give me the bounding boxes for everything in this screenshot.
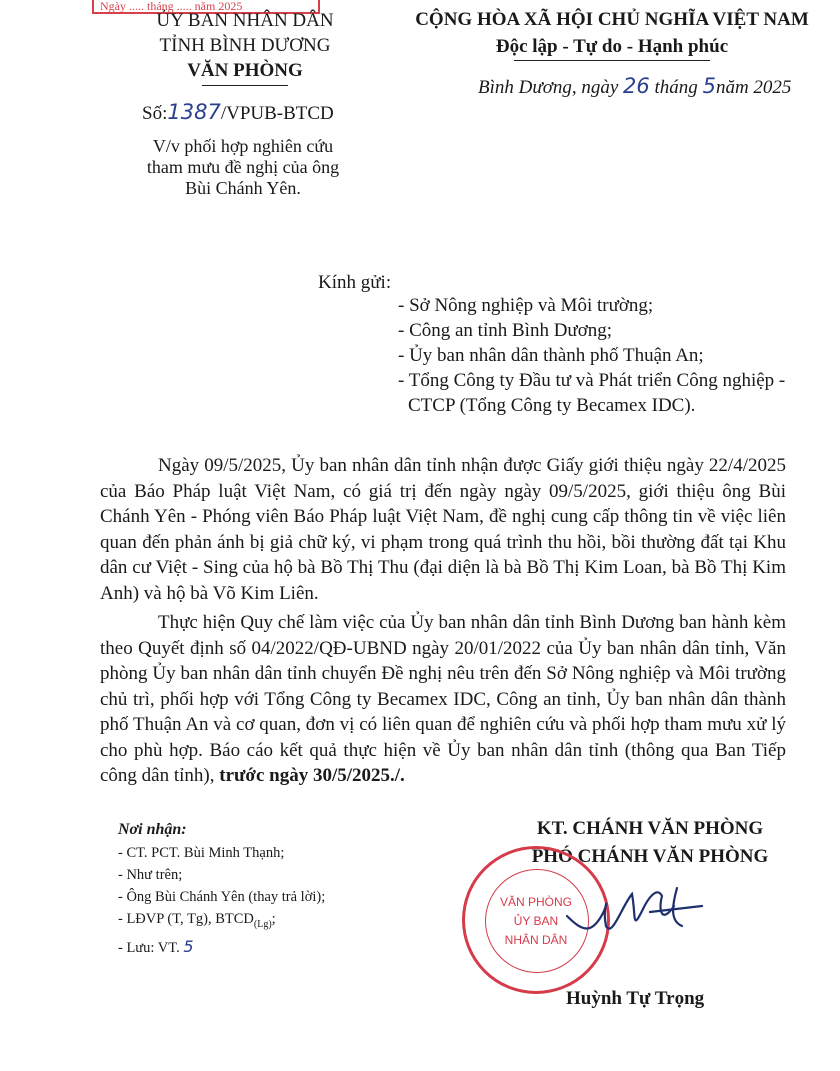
recipient-item: - Ủy ban nhân dân thành phố Thuận An; (398, 345, 704, 366)
org-divider (202, 85, 288, 86)
org-line3: VĂN PHÒNG (187, 60, 303, 81)
signer-title-2: PHÓ CHÁNH VĂN PHÒNG (531, 846, 769, 867)
noi-nhan-item: - Ông Bùi Chánh Yên (thay trả lời); (118, 889, 326, 905)
received-stamp-text: Ngày ..... tháng ..... năm 2025 (100, 0, 243, 13)
recipient-item: - Tổng Công ty Đầu tư và Phát triển Công nghiệp - CTCP (Tổng Công ty Becamex IDC). (398, 370, 786, 416)
date-month: 5 (702, 74, 716, 98)
noi-nhan-item: - LĐVP (T, Tg), $BTCD_{(Lg)}$; (118, 911, 276, 930)
noi-nhan-item: - CT. PCT. Bùi Minh Thạnh; (118, 845, 285, 861)
date-day: 26 (623, 74, 650, 98)
body-paragraph-2: Thực hiện Quy chế làm việc của Ủy ban nhân dân tỉnh Bình Dương ban hành kèm theo Quyết định số 04/2022/QĐ-UBND ngày 20/01/2022 của Ủy ban nhân dân tỉnh, Văn phòng Ủy ban nhân dân tỉnh chuyển Đề nghị nêu trên đến Sở Nông nghiệp và Môi trường chủ trì, phối hợp với Tổng Công ty Becamex IDC, Công an tỉnh, Ủy ban nhân dân thành phố Thuận An và cơ quan, đơn vị có liên quan để nghiên cứu và phối hợp tham mưu xử lý cho phù hợp. Báo cáo kết quả thực hiện về Ủy ban nhân dân tỉnh (thông qua Ban Tiếp công dân tỉnh), trước ngày 30/5/2025./. (100, 612, 786, 786)
issuing-organization (100, 8, 390, 86)
document-body (100, 453, 786, 789)
handwritten-signature (562, 876, 712, 946)
recipient-item: - Sở Nông nghiệp và Môi trường; (398, 295, 654, 316)
dateline: Bình Dương, ngày 26 tháng 5năm 2025 (478, 74, 792, 98)
national-motto (402, 6, 822, 61)
body-paragraph-1: Ngày 09/5/2025, Ủy ban nhân dân tỉnh nhận được Giấy giới thiệu ngày 22/4/2025 của Báo Pháp luật Việt Nam, có giá trị đến ngày ngày 09/5/2025, giới thiệu ông Bùi Chánh Yên - Phóng viên Báo Pháp luật Việt Nam, đề nghị cung cấp thông tin về việc liên quan đến phản ánh bị giả chữ ký, vi phạm trong quá trình thu hồi, bồi thường đất tại Khu dân cư Việt - Sing của hộ bà Bồ Thị Thu (đại diện là bà Bồ Thị Kim Loan, bà Bồ Thị Kim Anh) và hộ bà Võ Kim Liên. (100, 455, 786, 604)
noi-nhan-label: Nơi nhận: (118, 821, 187, 838)
noi-nhan-list (118, 842, 325, 959)
org-line1: ỦY BAN NHÂN DÂN (156, 10, 334, 31)
seal-text: VĂN PHÒNG ỦY BAN NHÂN DÂN (499, 895, 572, 947)
signer-name: Huỳnh Tự Trọng (566, 988, 705, 1009)
nation-line2: Độc lập - Tự do - Hạnh phúc (495, 36, 729, 57)
recipient-item: - Công an tỉnh Bình Dương; (398, 320, 613, 341)
nation-line1: CỘNG HÒA XÃ HỘI CHỦ NGHĨA VIỆT NAM (415, 9, 809, 30)
document-number: Số:1387/VPUB-BTCD (142, 100, 334, 124)
deadline: trước ngày 30/5/2025 (219, 765, 391, 786)
noi-nhan-item: - Như trên; (118, 867, 183, 883)
document-subject: V/v phối hợp nghiên cứu tham mưu đề nghị của ông Bùi Chánh Yên. (146, 136, 340, 198)
noi-nhan-item: - Lưu: VT. 5 (118, 936, 194, 956)
recipients-list (398, 293, 818, 418)
org-line2: TỈNH BÌNH DƯƠNG (159, 35, 331, 56)
motto-divider (514, 60, 710, 61)
document-number-handwritten: 1387 (167, 100, 221, 124)
recipients-label: Kính gửi: (318, 272, 392, 293)
signer-title-1: KT. CHÁNH VĂN PHÒNG (536, 818, 764, 839)
